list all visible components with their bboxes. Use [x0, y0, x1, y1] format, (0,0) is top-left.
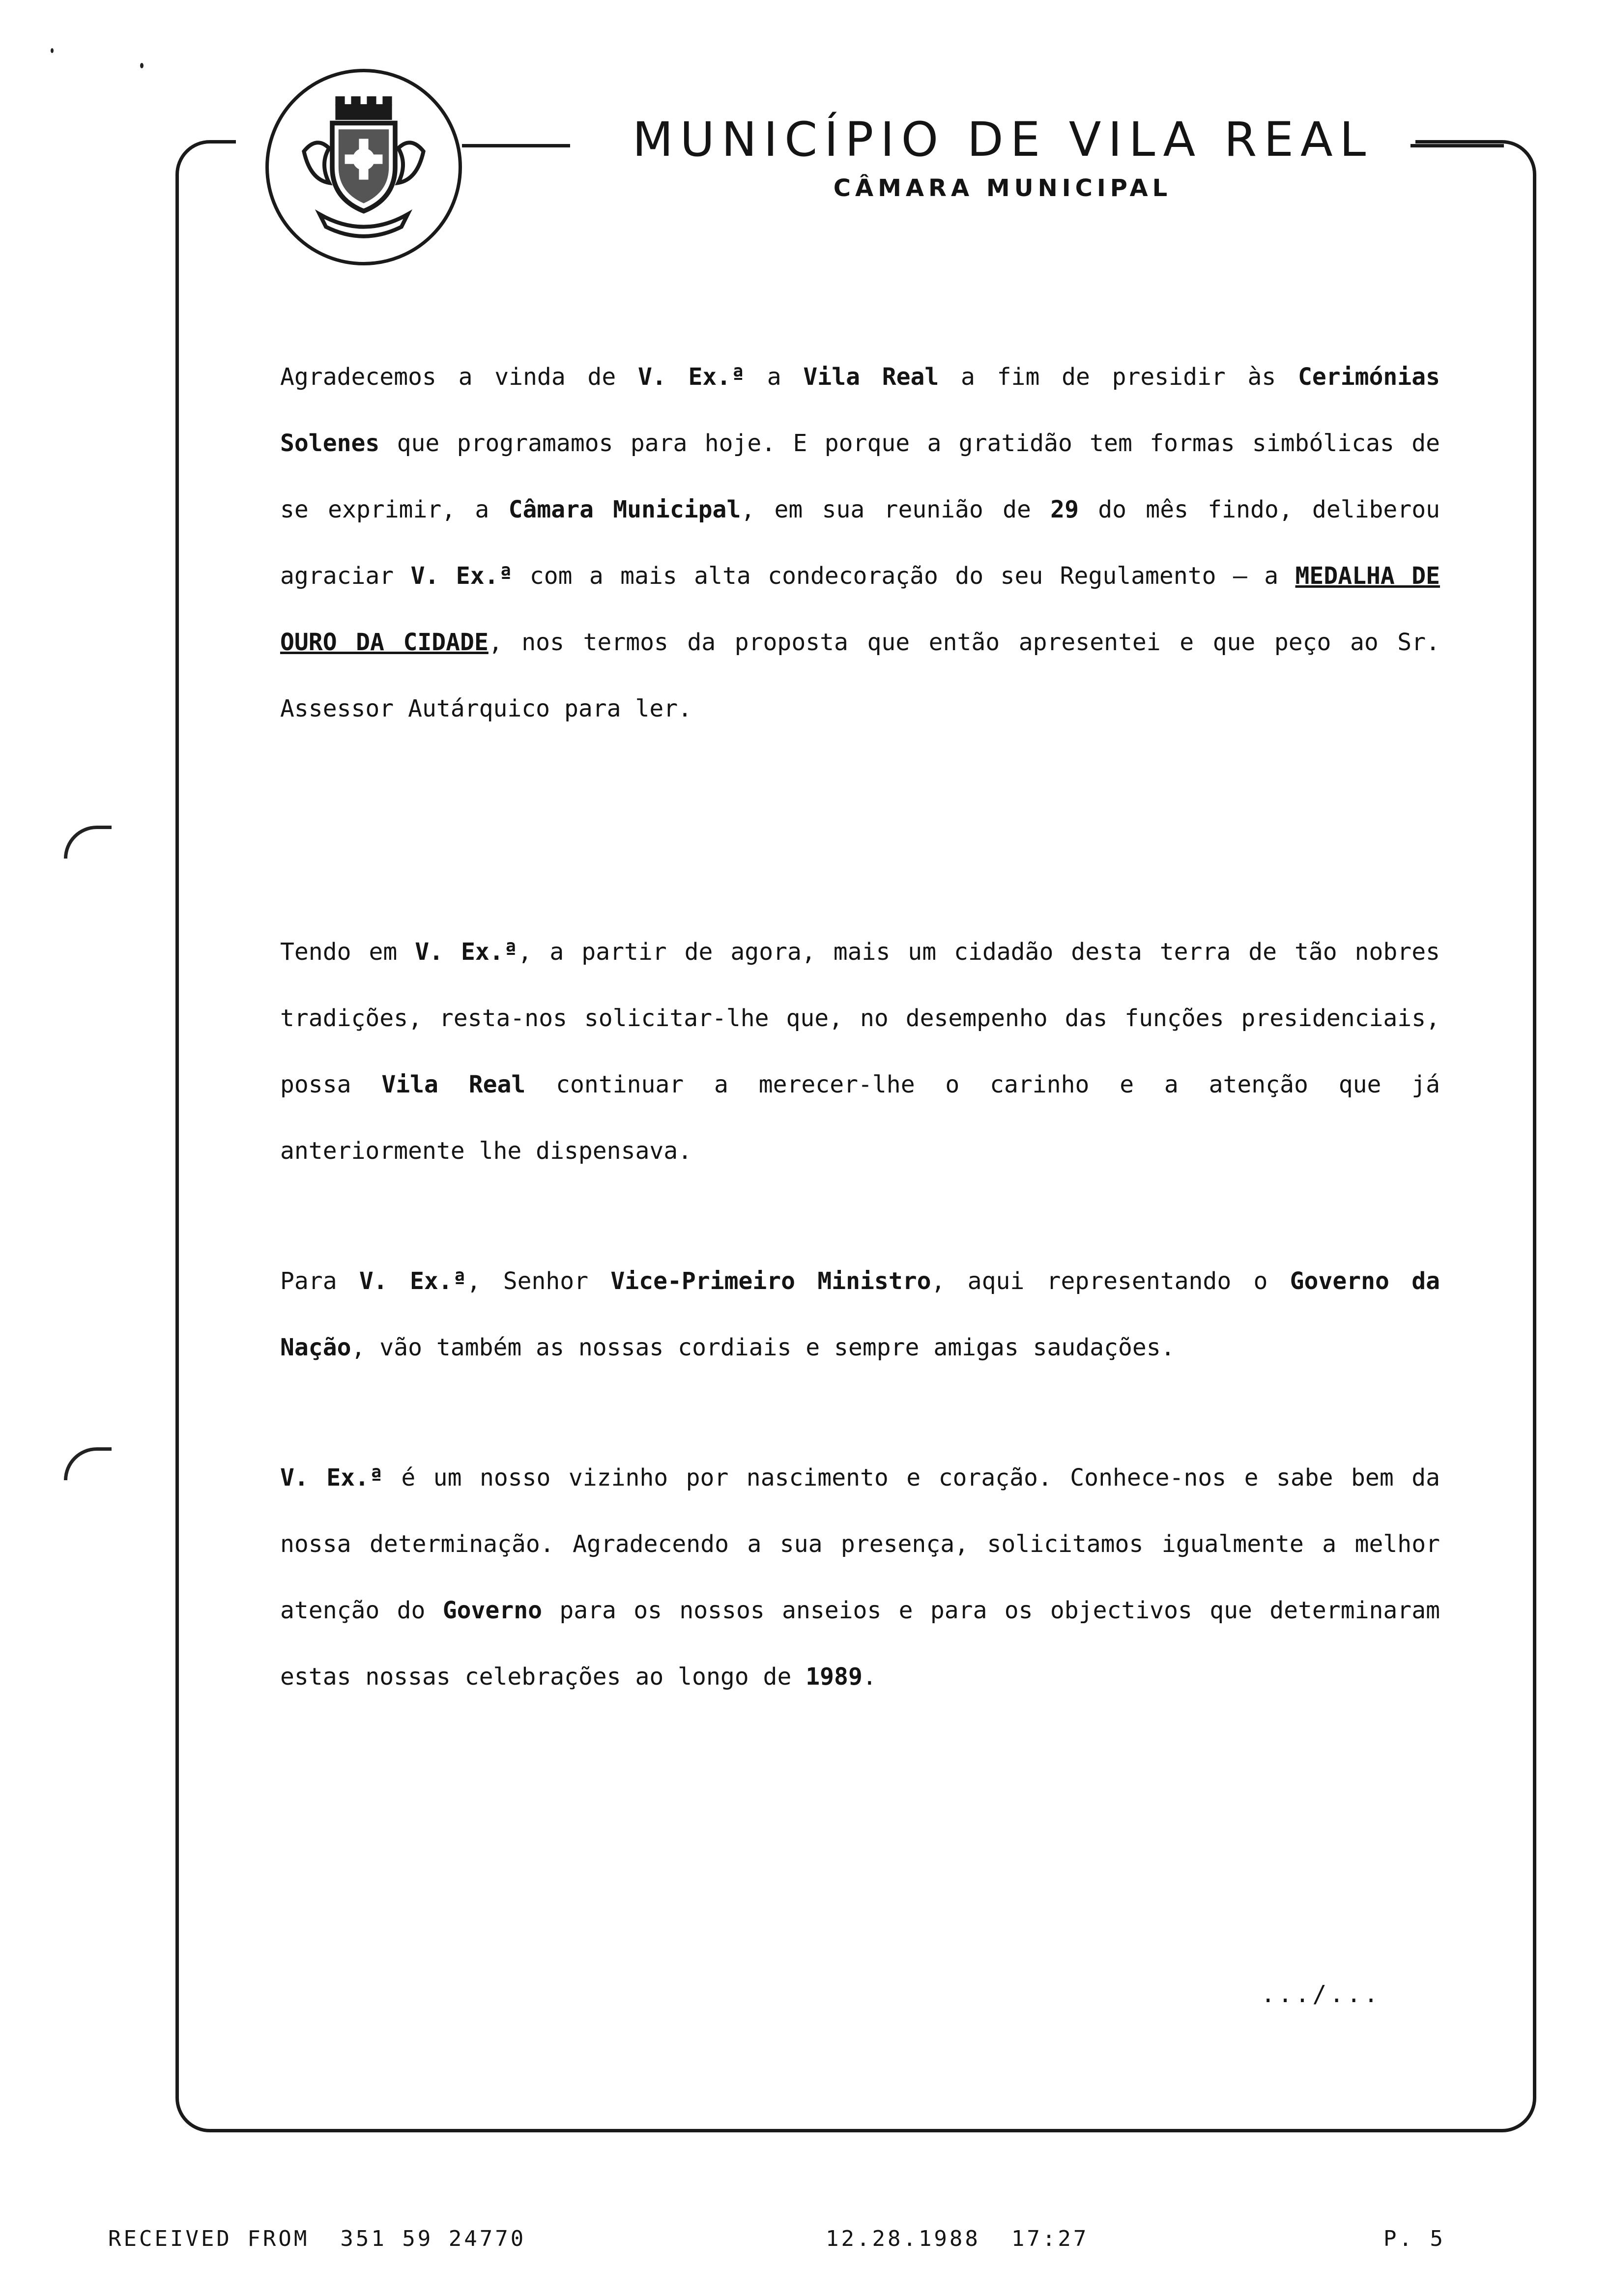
bold-text: Governo: [442, 1597, 543, 1624]
text: a fim de presidir às: [939, 363, 1298, 391]
text: , nos termos da proposta que então apresentei e que peço ao Sr. Assessor Autárquico para ler.: [280, 629, 1440, 722]
bold-text: Governo da Nação: [280, 1267, 1440, 1361]
bold-text: V. Ex.ª: [637, 363, 746, 391]
text: a: [745, 363, 804, 391]
scan-speck: [51, 48, 54, 53]
text: continuar a merecer-lhe o carinho e a atenção que já anteriormente lhe dispensava.: [280, 1071, 1440, 1165]
municipality-title: MUNICÍPIO DE VILA REAL: [632, 112, 1373, 167]
text: Agradecemos a vinda de: [280, 363, 638, 391]
text: , em sua reunião de: [741, 496, 1051, 523]
coat-of-arms-icon: [285, 88, 442, 246]
text: com a mais alta condecoração do seu Regulamento – a: [513, 562, 1295, 590]
fax-page-number: P. 5: [1383, 2226, 1445, 2251]
punch-hole-mark: [64, 1447, 112, 1480]
bold-text: V. Ex.ª: [410, 562, 513, 590]
bold-text: Câmara Municipal: [508, 496, 741, 523]
scan-speck: [140, 63, 144, 68]
text: que programamos para hoje. E porque a gratidão tem formas simbólicas de se exprimir, a: [280, 430, 1440, 523]
bold-text: V. Ex.ª: [415, 938, 518, 966]
text: .: [862, 1663, 877, 1691]
paragraph-3: [280, 1248, 1440, 1381]
bold-text: Vila Real: [803, 363, 939, 391]
text: , Senhor: [466, 1267, 611, 1295]
continuation-mark: .../...: [1261, 1980, 1381, 2008]
chamber-subtitle: CÂMARA MUNICIPAL: [833, 174, 1172, 202]
text: , vão também as nossas cordiais e sempre amigas saudações.: [351, 1334, 1175, 1361]
text: Para: [280, 1267, 359, 1295]
punch-hole-mark: [64, 826, 112, 859]
bold-text: V. Ex.ª: [280, 1464, 383, 1492]
municipal-seal: [265, 69, 462, 265]
bold-text: 1989: [806, 1663, 863, 1691]
letter-body: [280, 344, 1440, 1710]
title-rule-left: [462, 144, 570, 147]
fax-timestamp: 12.28.1988 17:27: [826, 2226, 1089, 2251]
text: é um nosso vizinho por nascimento e coração. Conhece-nos e sabe bem da nossa determinação. Agradecendo a sua presença, solicitamos igualmente a melhor atenção do: [280, 1464, 1440, 1624]
paragraph-4: [280, 1445, 1440, 1710]
bold-text: Vice-Primeiro Ministro: [610, 1267, 931, 1295]
medal-name: MEDALHA DE OURO DA CIDADE: [280, 562, 1440, 656]
text: para os nossos anseios e para os objectivos que determinaram estas nossas celebrações ao longo de: [280, 1597, 1440, 1691]
paragraph-2: [280, 919, 1440, 1184]
text: Tendo em: [280, 938, 415, 966]
text: do mês findo, deliberou agraciar: [280, 496, 1440, 590]
title-rule-right: [1410, 144, 1504, 147]
bold-text: V. Ex.ª: [359, 1267, 467, 1295]
text: , aqui representando o: [931, 1267, 1290, 1295]
text: , a partir de agora, mais um cidadão desta terra de tão nobres tradições, resta-nos solicitar-lhe que, no desempenho das funções presidenciais, possa: [280, 938, 1440, 1098]
bold-text: 29: [1050, 496, 1079, 523]
fax-received-from: RECEIVED FROM 351 59 24770: [108, 2226, 526, 2251]
paragraph-1: [280, 344, 1440, 742]
bold-text: Cerimónias Solenes: [280, 363, 1440, 457]
bold-text: Vila Real: [381, 1071, 526, 1098]
